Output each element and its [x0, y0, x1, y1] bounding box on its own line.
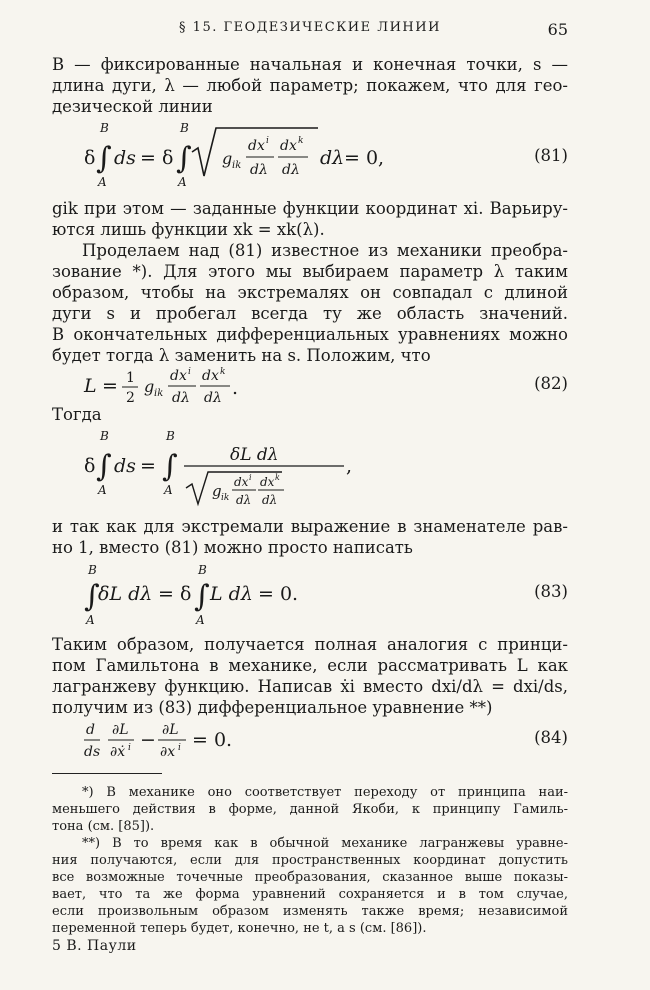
svg-text:dλ: dλ	[204, 390, 222, 406]
svg-text:∫: ∫	[96, 449, 112, 484]
svg-text:dx: dx	[248, 138, 265, 154]
text-line: В окончательных дифференциальных уравнениях можно	[52, 325, 568, 344]
footnote-1	[52, 784, 568, 835]
text-line: все возможные точечные преобразования, сказанное выше показы-	[52, 870, 568, 885]
equation-unnumbered-formula	[82, 428, 402, 510]
svg-text:ds: ds	[114, 147, 136, 169]
svg-text:i: i	[249, 473, 252, 482]
svg-text:δ: δ	[84, 147, 96, 169]
svg-text:= δ: = δ	[158, 583, 192, 605]
svg-text:δ: δ	[84, 455, 96, 477]
svg-text:A: A	[98, 483, 107, 497]
text-line: Таким образом, получается полная аналогия с принци-	[52, 635, 568, 654]
paragraph-2	[52, 198, 568, 240]
equation-82-formula	[82, 366, 342, 406]
paragraph-4	[52, 516, 568, 558]
svg-text:∂ẋ: ∂ẋ	[110, 744, 126, 760]
text-line: вает, что та же форма уравнений сохраняется и в том случае,	[52, 887, 568, 902]
text-line: лагранжеву функцию. Написав ẋi вместо dxi/dλ = dxi/ds,	[52, 677, 568, 696]
equation-81	[52, 120, 568, 192]
svg-text:dx: dx	[202, 368, 219, 384]
text-line: образом, чтобы на экстремалях он совпадал с длиной	[52, 283, 568, 302]
svg-text:k: k	[220, 367, 226, 377]
paragraph-1	[52, 54, 568, 117]
equation-82	[52, 366, 568, 406]
svg-text:i: i	[266, 136, 269, 146]
equation-number: (83)	[534, 582, 568, 601]
svg-text:dλ: dλ	[282, 162, 300, 178]
svg-text:L dλ: L dλ	[210, 583, 253, 605]
text-line: gik при этом — заданные функции координат xi. Варьиру-	[52, 199, 568, 218]
svg-text:g: g	[222, 149, 233, 168]
equation-number: (81)	[534, 146, 568, 165]
svg-text:=: =	[140, 455, 156, 477]
svg-text:∂L: ∂L	[112, 722, 129, 738]
text-line: если произвольным образом изменять также время; независимой	[52, 904, 568, 919]
svg-text:g: g	[144, 377, 155, 396]
svg-text:B: B	[198, 563, 207, 577]
equation-81-formula	[82, 120, 502, 192]
svg-text:dλ: dλ	[262, 493, 278, 507]
svg-text:= 0,: = 0,	[344, 147, 385, 169]
svg-text:ik: ik	[154, 388, 164, 399]
svg-text:dx: dx	[280, 138, 297, 154]
svg-text:B: B	[166, 429, 175, 443]
equation-number: (82)	[534, 374, 568, 393]
svg-text:d: d	[86, 722, 95, 738]
svg-text:dx: dx	[260, 475, 275, 489]
svg-text:B: B	[100, 121, 109, 135]
equation-83-formula	[82, 562, 382, 628]
equation-83	[52, 562, 568, 628]
svg-text:dλ: dλ	[172, 390, 190, 406]
svg-text:dλ: dλ	[320, 147, 345, 169]
svg-text:B: B	[180, 121, 189, 135]
svg-text:ik: ik	[232, 160, 242, 171]
svg-text:ds: ds	[84, 744, 101, 760]
svg-text:,: ,	[346, 455, 353, 477]
svg-text:dλ: dλ	[236, 493, 252, 507]
footnote-2	[52, 835, 568, 937]
text-line: но 1, вместо (81) можно просто написать	[52, 538, 413, 557]
text-line: Тогда	[52, 405, 102, 424]
svg-text:δL dλ: δL dλ	[230, 445, 279, 465]
svg-text:ik: ik	[221, 493, 230, 503]
text-line: дуги s и пробегал всегда ту же область значений.	[52, 304, 568, 323]
text-line: тона (см. [85]).	[52, 819, 155, 834]
running-header	[52, 20, 568, 42]
svg-text:L: L	[84, 375, 97, 397]
text-line: и так как для экстремали выражение в знаменателе рав-	[52, 517, 568, 536]
svg-text:= 0.: = 0.	[258, 583, 299, 605]
footnote-rule	[52, 773, 162, 774]
svg-text:2: 2	[126, 390, 135, 406]
paragraph-then	[52, 404, 568, 425]
svg-text:.: .	[232, 377, 239, 399]
text-line: переменной теперь будет, конечно, не t, а s (см. [86]).	[52, 921, 427, 936]
svg-text:B: B	[100, 429, 109, 443]
svg-text:ds: ds	[114, 455, 136, 477]
svg-text:B: B	[88, 563, 97, 577]
svg-text:A: A	[164, 483, 173, 497]
svg-text:∂L: ∂L	[162, 722, 179, 738]
svg-text:= 0.: = 0.	[192, 729, 233, 751]
svg-text:i: i	[178, 743, 181, 753]
svg-text:g: g	[212, 482, 222, 500]
svg-text:= δ: = δ	[140, 147, 174, 169]
text-line: зование *). Для этого мы выбираем параметр λ таким	[52, 262, 568, 281]
header-title: § 15. ГЕОДЕЗИЧЕСКИЕ ЛИНИИ	[179, 20, 441, 35]
text-line: дезической линии	[52, 97, 213, 116]
text-line: ются лишь функции xk = xk(λ).	[52, 220, 325, 239]
equation-number: (84)	[534, 728, 568, 747]
svg-text:A: A	[86, 613, 95, 627]
svg-text:1: 1	[126, 370, 135, 386]
text-line: меньшего действия в форме, данной Якоби, к принципу Гамиль-	[52, 802, 568, 817]
svg-text:A: A	[98, 175, 107, 189]
text-line: получим из (83) дифференциальное уравнение **)	[52, 698, 493, 717]
svg-text:i: i	[188, 367, 191, 377]
text-line: будет тогда λ заменить на s. Положим, что	[52, 346, 431, 365]
svg-text:∫: ∫	[194, 579, 210, 614]
svg-text:k: k	[298, 136, 304, 146]
equation-84	[52, 718, 568, 762]
text-line: ния получаются, если для пространственных координат допустить	[52, 853, 568, 868]
text-line: **) В то время как в обычной механике лагранжевы уравне-	[82, 836, 568, 851]
svg-text:−: −	[140, 729, 156, 751]
svg-text:dx: dx	[170, 368, 187, 384]
equation-84-formula	[82, 718, 342, 762]
text-line: длина дуги, λ — любой параметр; покажем, что для гео-	[52, 76, 568, 95]
signature-mark: 5 В. Паули	[52, 938, 137, 954]
svg-text:dx: dx	[234, 475, 249, 489]
text-line: B — фиксированные начальная и конечная точки, s —	[52, 55, 568, 74]
svg-text:A: A	[196, 613, 205, 627]
text-line: пом Гамильтона в механике, если рассматривать L как	[52, 656, 568, 675]
paragraph-5	[52, 634, 568, 718]
page-number: 65	[547, 20, 568, 39]
svg-text:∫: ∫	[176, 141, 192, 176]
svg-text:∫: ∫	[96, 141, 112, 176]
svg-text:∫: ∫	[84, 579, 100, 614]
paragraph-3	[52, 240, 568, 366]
svg-text:=: =	[102, 375, 118, 397]
svg-text:dλ: dλ	[250, 162, 268, 178]
svg-text:A: A	[178, 175, 187, 189]
svg-text:∫: ∫	[162, 449, 178, 484]
svg-text:δL dλ: δL dλ	[98, 583, 153, 605]
text-line: Проделаем над (81) известное из механики преобра-	[82, 241, 568, 260]
equation-unnumbered	[52, 428, 568, 510]
svg-text:i: i	[128, 743, 131, 753]
svg-text:k: k	[275, 473, 280, 482]
text-line: *) В механике оно соответствует переходу от принципа наи-	[82, 785, 568, 800]
svg-text:∂x: ∂x	[160, 744, 176, 760]
